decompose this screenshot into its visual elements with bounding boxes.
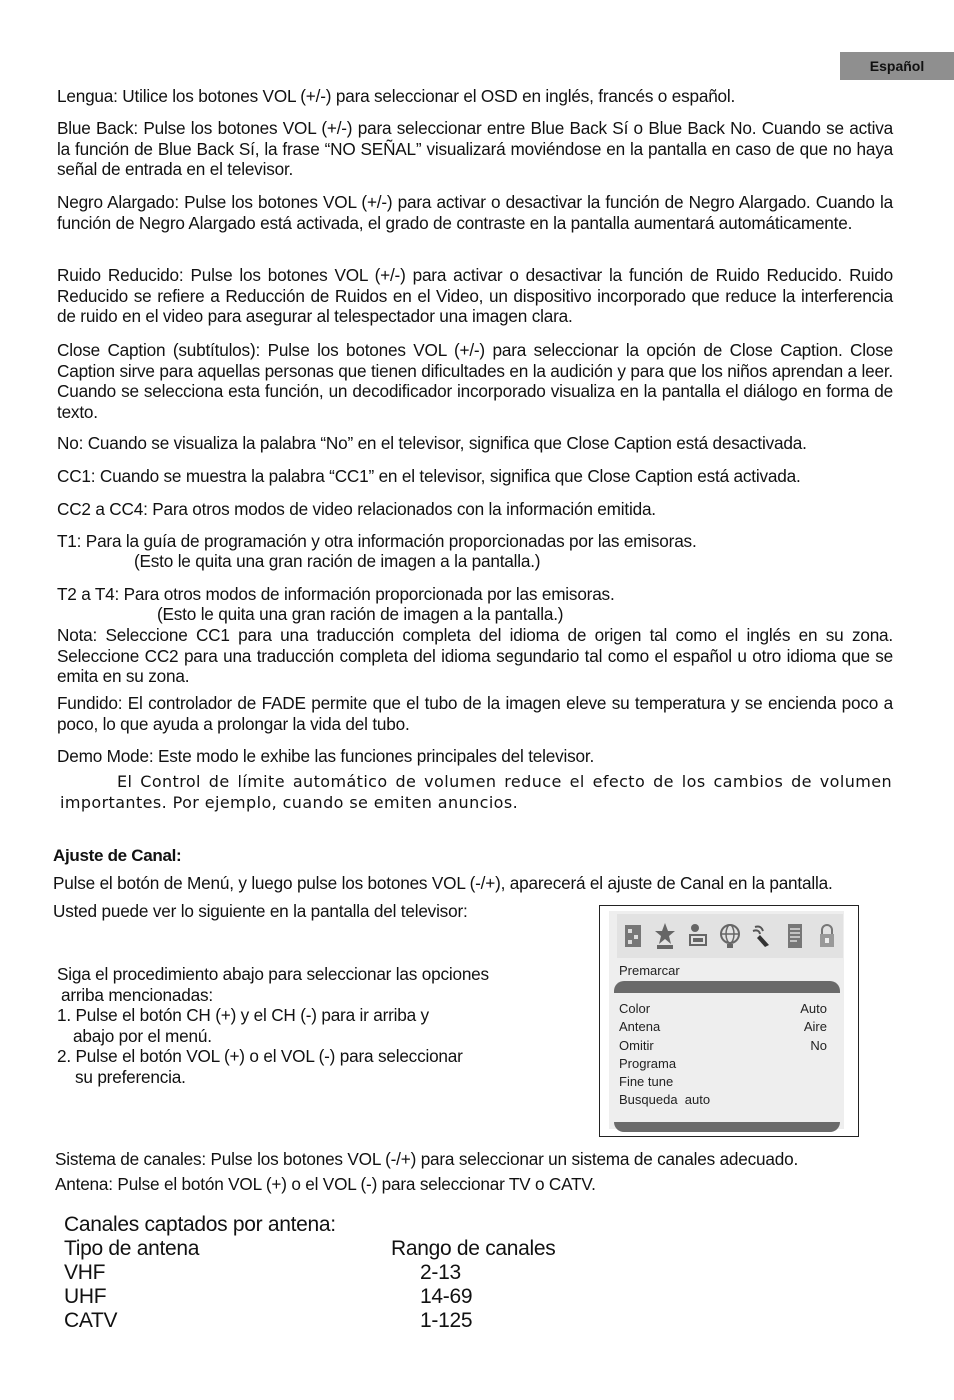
osd-menu-list	[619, 1000, 827, 1110]
osd-bottom-bar	[614, 1122, 840, 1132]
paragraph-t2: T2 a T4: Para otros modos de información proporcionada por las emisoras.	[57, 584, 615, 604]
paragraph-antena: Antena: Pulse el botón VOL (+) o el VOL (-) para seleccionar TV o CATV.	[55, 1174, 596, 1194]
paragraph-close-caption: Close Caption (subtítulos): Pulse los botones VOL (+/-) para seleccionar la opción de Close Caption. Close Caption sirve para aquellas personas que tienen dificultades en la audición y para que los niños aprendan a leer. Cuando se selecciona esta función, un decodificador incorporado visualiza en la pantalla el diálogo en forma de texto.	[57, 340, 893, 422]
osd-row-label: Busqueda auto	[619, 1092, 711, 1108]
antenna-table-header	[64, 1237, 584, 1261]
osd-menu-illustration	[599, 905, 859, 1137]
paragraph-blue-back: Blue Back: Pulse los botones VOL (+/-) para seleccionar entre Blue Back Sí o Blue Back No. Cuando se activa la función de Blue Back Sí, la frase “NO SEÑAL” visualizará moviéndose en la pantalla en caso de que no haya señal de entrada en el televisor.	[57, 118, 893, 179]
osd-top-bar	[614, 981, 840, 993]
table-cell: UHF	[64, 1285, 107, 1308]
paragraph-avl: El Control de límite automático de volumen reduce el efecto de los cambios de volumen importantes. Por ejemplo, cuando se emiten anuncios.	[60, 772, 892, 812]
table-row	[64, 1285, 584, 1309]
osd-row-antena	[619, 1018, 827, 1036]
paragraph-nota: Nota: Seleccione CC1 para una traducción completa del idioma de origen tal como el inglés en su zona. Seleccione CC2 para una traducción completa del idioma segundario tal como el español u otro idioma que se emita en su zona.	[57, 625, 893, 686]
paragraph-fundido: Fundido: El controlador de FADE permite que el tubo de la imagen eleve su temperatura y se encienda poco a poco, lo que ayuda a prolongar la vida del tubo.	[57, 693, 893, 734]
paragraph-cc1: CC1: Cuando se muestra la palabra “CC1” en el televisor, significa que Close Caption está activada.	[57, 466, 801, 486]
osd-row-label: Antena	[619, 1019, 661, 1035]
osd-row-busqueda	[619, 1091, 827, 1109]
paragraph-t1: T1: Para la guía de programación y otra información proporcionadas por las emisoras.	[57, 531, 697, 551]
osd-row-value: No	[810, 1037, 827, 1053]
osd-row-value: Aire	[803, 1019, 827, 1035]
paragraph-sistema-canales: Sistema de canales: Pulse los botones VOL (-/+) para seleccionar un sistema de canales adecuado.	[55, 1149, 799, 1169]
t2-note: (Esto le quita una gran ración de imagen a la pantalla.)	[157, 604, 564, 624]
antenna-table	[64, 1237, 584, 1333]
table-row	[64, 1309, 584, 1333]
osd-row-value: Auto	[800, 1001, 827, 1016]
step-line: Siga el procedimiento abajo para seleccionar las opciones	[57, 964, 489, 984]
table-cell: 1-125	[420, 1309, 473, 1332]
document-icon	[784, 919, 806, 953]
osd-row-color	[619, 1000, 827, 1018]
lock-icon	[816, 919, 838, 953]
step-line: 2. Pulse el botón VOL (+) o el VOL (-) para seleccionar	[57, 1046, 463, 1066]
osd-row-programa	[619, 1055, 827, 1073]
star-icon	[654, 919, 676, 953]
osd-screen	[609, 911, 844, 1129]
table-row	[64, 1261, 584, 1285]
paragraph-canal-intro: Pulse el botón de Menú, y luego pulse los botones VOL (-/+), aparecerá el ajuste de Canal en la pantalla.	[53, 873, 833, 893]
paragraph-cc2: CC2 a CC4: Para otros modos de video relacionados con la información emitida.	[57, 499, 656, 519]
paragraph-lengua: Lengua: Utilice los botones VOL (+/-) para seleccionar el OSD en inglés, francés o español.	[57, 86, 736, 106]
section-title-ajuste-canal: Ajuste de Canal:	[53, 846, 182, 865]
step-line: su preferencia.	[75, 1066, 186, 1087]
table-cell: VHF	[64, 1261, 106, 1284]
osd-row-label: Color	[619, 1001, 651, 1016]
paragraph-demo: Demo Mode: Este modo le exhibe las funciones principales del televisor.	[57, 746, 595, 766]
step-line: 1. Pulse el botón CH (+) y el CH (-) para ir arriba y	[57, 1005, 429, 1025]
osd-row-label: Programa	[619, 1055, 677, 1071]
osd-row-omitir	[619, 1037, 827, 1055]
column-header: Tipo de antena	[64, 1237, 200, 1260]
antenna-table-title: Canales captados por antena:	[64, 1213, 336, 1236]
paragraph-no: No: Cuando se visualiza la palabra “No” en el televisor, significa que Close Caption está desactivada.	[57, 433, 807, 453]
step-line: abajo por el menú.	[73, 1025, 212, 1046]
paragraph-negro-alargado: Negro Alargado: Pulse los botones VOL (+/-) para activar o desactivar la función de Negro Alargado. Cuando la función de Negro Alargado está activada, el grado de contraste en la pantalla aumentará automáticamente.	[57, 192, 893, 233]
osd-row-label: Fine tune	[619, 1074, 674, 1090]
steps-list	[57, 964, 557, 1087]
picture-icon	[622, 919, 644, 953]
settings-icon	[687, 919, 709, 953]
table-cell: 2-13	[420, 1261, 461, 1284]
osd-icon-bar	[617, 914, 843, 958]
satellite-icon	[751, 919, 773, 953]
paragraph-ruido-reducido: Ruido Reducido: Pulse los botones VOL (+/-) para activar o desactivar la función de Ruido Reducido. Ruido Reducido se refiere a Reducción de Ruidos en el Video, un dispositivo incorporado que reduce la interferencia de ruido en el video para asegurar al telespectador una imagen clara.	[57, 265, 893, 326]
column-header: Rango de canales	[391, 1237, 556, 1260]
t1-note: (Esto le quita una gran ración de imagen a la pantalla.)	[134, 551, 541, 571]
table-cell: 14-69	[420, 1285, 473, 1308]
globe-icon	[719, 919, 741, 953]
osd-row-fine-tune	[619, 1073, 827, 1091]
paragraph-canal-see: Usted puede ver lo siguiente en la pantalla del televisor:	[53, 901, 468, 921]
osd-title: Premarcar	[619, 963, 680, 978]
step-line: arriba mencionadas:	[61, 984, 213, 1005]
language-tab: Español	[840, 52, 954, 80]
osd-row-label: Omitir	[619, 1037, 654, 1053]
table-cell: CATV	[64, 1309, 118, 1332]
